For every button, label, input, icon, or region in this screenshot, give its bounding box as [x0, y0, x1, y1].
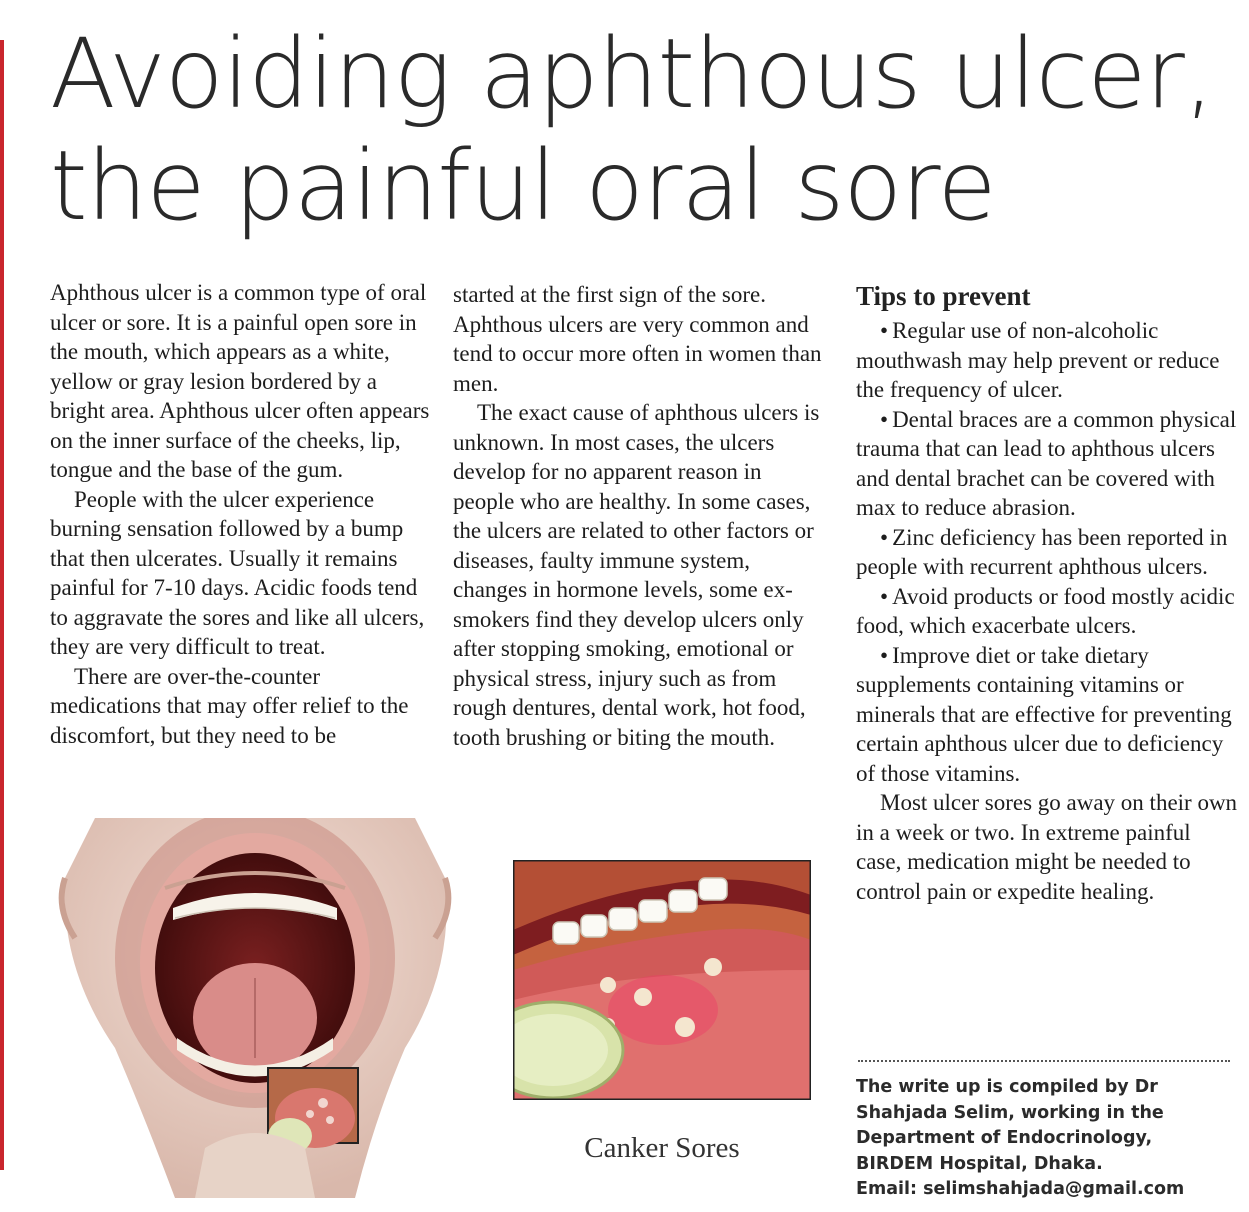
credit-line: Department of Endocrinology, [856, 1128, 1153, 1148]
tips-heading: Tips to prevent [856, 281, 1031, 311]
credit-divider [858, 1060, 1230, 1062]
tip-text: Avoid products or food mostly acidic food, which exacerbate ulcers. [856, 583, 1235, 638]
col2-paragraph-1: started at the first sign of the sore. Aphthous ulcers are very common and tend to occur more often in women than men. [453, 282, 822, 396]
tip-item [856, 582, 1241, 641]
author-credit [856, 1075, 1236, 1203]
tip-text: Improve diet or take dietary supplements containing vitamins or minerals that are effective for preventing certain aphthous ulcer due to deficiency of those vitamins. [856, 642, 1232, 786]
tip-text: Zinc deficiency has been reported in people with recurrent aphthous ulcers. [856, 524, 1228, 579]
tip-text: Regular use of non-alcoholic mouthwash may help prevent or reduce the frequency of ulcer. [856, 318, 1220, 402]
col1-paragraph-3: There are over-the-counter medications that may offer relief to the discomfort, but they need to be [50, 663, 409, 748]
bullet-icon: • [880, 318, 889, 343]
tip-item [856, 641, 1241, 789]
credit-line: The write up is compiled by Dr [856, 1077, 1158, 1097]
tip-item [856, 316, 1241, 405]
canker-sores-closeup-illustration [513, 860, 811, 1100]
col2-paragraph-2: The exact cause of aphthous ulcers is unknown. In most cases, the ulcers develop for no apparent reason in people who are healthy. In some cases, the ulcers are related to other factors or diseases, faulty immune system, changes in hormone levels, some ex-smokers find they develop ulcers only after stopping smoking, emotional or physical stress, injury such as from rough dentures, dental work, hot food, tooth brushing or biting the mouth. [453, 400, 820, 750]
column-2 [453, 280, 828, 752]
col1-paragraph-1: Aphthous ulcer is a common type of oral ulcer or sore. It is a painful open sore in the mouth, which appears as a white, yellow or gray lesion bordered by a bright area. Aphthous ulcer often appears on the inner surface of the cheeks, lip, tongue and the base of the gum. [50, 280, 430, 482]
credit-line: BIRDEM Hospital, Dhaka. [856, 1153, 1103, 1174]
credit-email: Email: selimshahjada@gmail.com [856, 1179, 1185, 1199]
tips-closing-paragraph: Most ulcer sores go away on their own in a week or two. In extreme painful case, medication might be needed to control pain or expedite healing. [856, 790, 1238, 904]
column-1 [50, 278, 430, 750]
bullet-icon: • [880, 583, 889, 609]
credit-line: Shahjada Selim, working in the [856, 1102, 1164, 1123]
column-3-tips [856, 280, 1241, 906]
headline: Avoiding aphthous ulcer, the painful oral sore [50, 18, 1214, 242]
figure-caption: Canker Sores [584, 1132, 740, 1164]
bullet-icon: • [880, 524, 889, 550]
tip-text: Dental braces are a common physical trauma that can lead to aphthous ulcers and dental brachet can be covered with max to reduce abrasion. [856, 406, 1237, 520]
tip-item [856, 405, 1241, 523]
open-mouth-illustration [55, 818, 455, 1198]
tip-item [856, 523, 1241, 582]
bullet-icon: • [880, 406, 889, 432]
page-edge-bar [0, 40, 4, 1170]
col1-paragraph-2: People with the ulcer experience burning sensation followed by a bump that then ulcerates. Usually it remains painful for 7-10 days. Acidic foods tend to aggravate the sores and like all ulcers, they are very difficult to treat. [50, 486, 425, 659]
bullet-icon: • [880, 642, 889, 668]
